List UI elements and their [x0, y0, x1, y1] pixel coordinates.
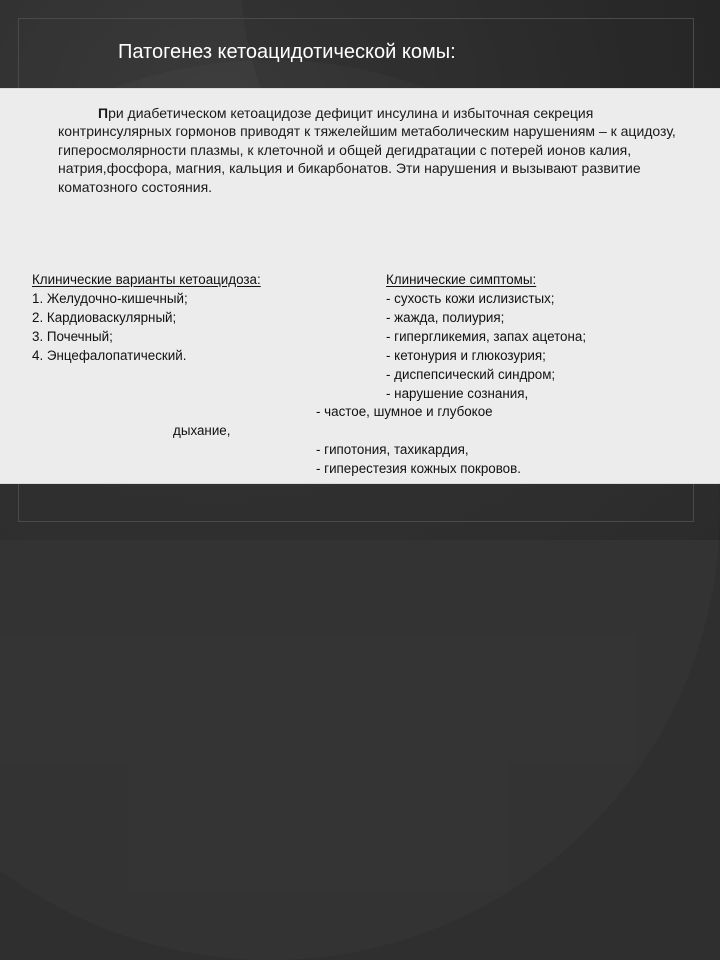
variant-item: 4. Энцефалопатический.: [32, 348, 187, 363]
clinical-variants-heading: Клинические варианты кетоацидоза:: [32, 272, 261, 287]
symptom-item: - кетонурия и глюкозурия;: [386, 348, 546, 363]
symptom-breathing-continuation: дыхание,: [173, 423, 231, 438]
variant-item: 1. Желудочно-кишечный;: [32, 291, 188, 306]
intro-text: ри диабетическом кетоацидозе дефицит инсулина и избыточная секреция контринсулярных гормонов приводят к тяжелейшим метаболическим нарушениям – к ацидозу, гиперосмолярности плазмы, к клеточной и общей дегидратации с потерей ионов калия, натрия,фосфора, магния, кальция и бикарбонатов. Эти нарушения и вызывают развитие коматозного состояния.: [58, 105, 676, 195]
variant-item: 3. Почечный;: [32, 329, 113, 344]
symptom-hypotension-line: - гипотония, тахикардия,: [316, 442, 469, 457]
clinical-variants-list: [32, 270, 352, 365]
symptom-item: - жажда, полиурия;: [386, 310, 505, 325]
symptom-item: - сухость кожи ислизистых;: [386, 291, 555, 306]
clinical-symptoms-list: [386, 270, 706, 403]
symptom-item: - гипергликемия, запах ацетона;: [386, 329, 587, 344]
symptom-breathing-line: - частое, шумное и глубокое: [316, 404, 493, 419]
content-card: [0, 88, 720, 484]
clinical-symptoms-heading: Клинические симптомы:: [386, 272, 537, 287]
symptom-item: - нарушение сознания,: [386, 386, 529, 401]
symptom-hyperesthesia-line: - гиперестезия кожных покровов.: [316, 461, 521, 476]
intro-lead-letter: П: [98, 105, 109, 121]
symptom-item: - диспепсический синдром;: [386, 367, 556, 382]
slide-title: Патогенез кетоацидотической комы:: [118, 41, 456, 63]
variant-item: 2. Кардиоваскулярный;: [32, 310, 177, 325]
intro-paragraph: [58, 104, 678, 196]
